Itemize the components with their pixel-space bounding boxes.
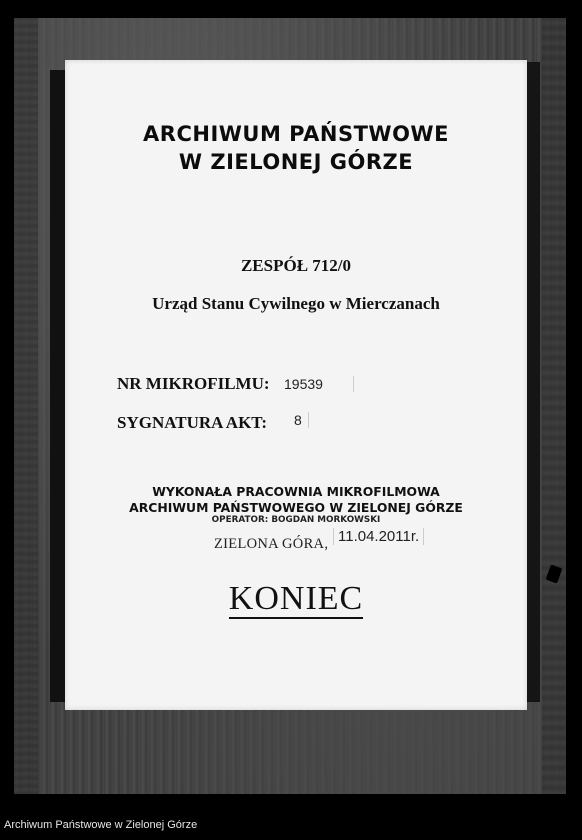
made-by-line2: ARCHIWUM PAŃSTWOWEGO W ZIELONEJ GÓRZE bbox=[129, 500, 463, 515]
film-edge-left bbox=[14, 18, 38, 794]
date-value: 11.04.2011r. bbox=[333, 528, 424, 545]
archive-title-line1: ARCHIWUM PAŃSTWOWE bbox=[143, 122, 449, 146]
microfilm-number-label: NR MIKROFILMU: bbox=[117, 374, 270, 393]
signature-label: SYGNATURA AKT: bbox=[117, 413, 268, 432]
document-page bbox=[65, 60, 527, 710]
viewer-caption: Archiwum Państwowe w Zielonej Górze bbox=[4, 819, 198, 831]
end-marker-text: KONIEC bbox=[228, 580, 364, 617]
operator-name: OPERATOR: BOGDAN MORKOWSKI bbox=[211, 515, 381, 525]
office-name: Urząd Stanu Cywilnego w Mierczanach bbox=[152, 294, 440, 313]
signature-value: 8 bbox=[294, 412, 309, 428]
place-name: ZIELONA GÓRA, bbox=[214, 536, 329, 552]
zespol-number: ZESPÓŁ 712/0 bbox=[240, 256, 352, 275]
archive-title-line2: W ZIELONEJ GÓRZE bbox=[178, 150, 414, 174]
microfilm-number-value: 19539 bbox=[284, 376, 354, 392]
page-shadow-right bbox=[526, 62, 540, 702]
end-marker bbox=[65, 580, 527, 618]
made-by-line1: WYKONAŁA PRACOWNIA MIKROFILMOWA bbox=[152, 484, 440, 499]
film-edge-right bbox=[542, 18, 566, 794]
